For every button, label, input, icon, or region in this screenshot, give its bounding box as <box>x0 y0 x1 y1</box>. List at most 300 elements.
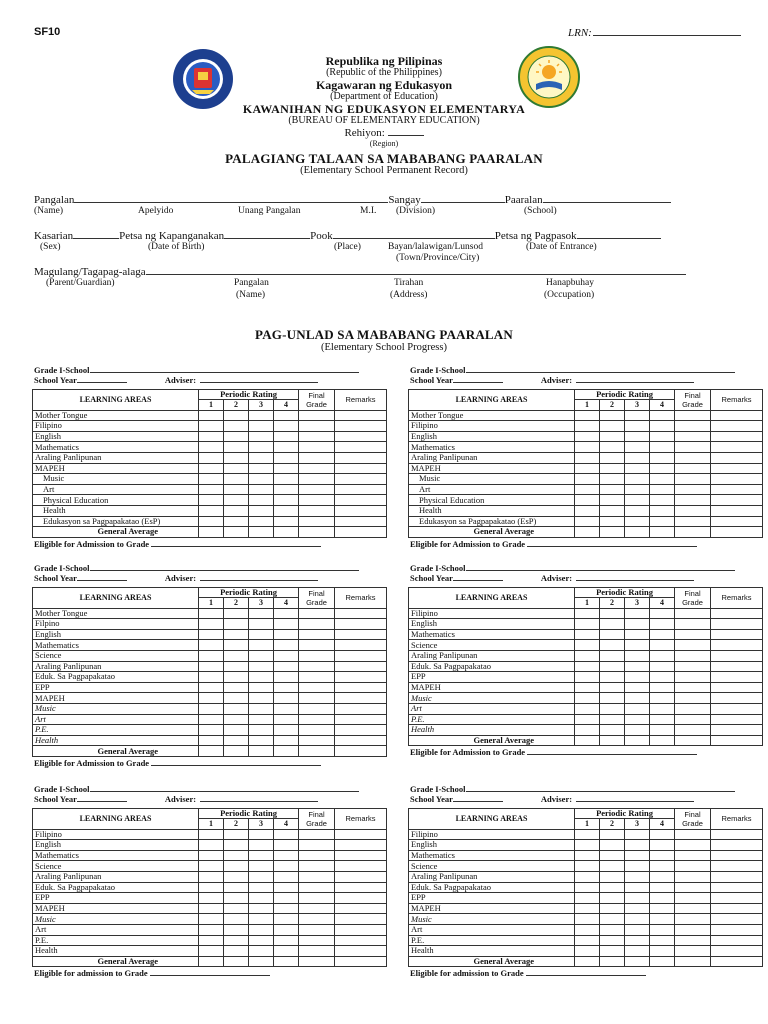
grade-cell[interactable] <box>249 527 274 538</box>
grade-cell[interactable] <box>224 527 249 538</box>
grade-cell[interactable] <box>675 956 711 967</box>
grade-cell[interactable] <box>675 829 711 840</box>
grade-cell[interactable] <box>274 840 299 851</box>
grade-cell[interactable] <box>299 840 335 851</box>
grade-cell[interactable] <box>711 452 763 463</box>
grade-cell[interactable] <box>299 703 335 714</box>
parent-row[interactable] <box>34 265 686 278</box>
grade-cell[interactable] <box>675 882 711 893</box>
grade-cell[interactable] <box>335 474 387 485</box>
grade-cell[interactable] <box>299 672 335 683</box>
grade-cell[interactable] <box>249 840 274 851</box>
grade-cell[interactable] <box>274 693 299 704</box>
grade-cell[interactable] <box>335 861 387 872</box>
grade-cell[interactable] <box>249 914 274 925</box>
grade-cell[interactable] <box>249 516 274 527</box>
grade-cell[interactable] <box>650 672 675 683</box>
grade-cell[interactable] <box>335 452 387 463</box>
grade-cell[interactable] <box>224 650 249 661</box>
grade-cell[interactable] <box>650 693 675 704</box>
grade-cell[interactable] <box>575 442 600 453</box>
grade-cell[interactable] <box>299 946 335 957</box>
grade-cell[interactable] <box>625 725 650 736</box>
grade-cell[interactable] <box>675 452 711 463</box>
grade-cell[interactable] <box>675 672 711 683</box>
grade-cell[interactable] <box>224 505 249 516</box>
grade-cell[interactable] <box>675 661 711 672</box>
grade-cell[interactable] <box>600 661 625 672</box>
grade-cell[interactable] <box>575 703 600 714</box>
grade-cell[interactable] <box>335 746 387 757</box>
grade-cell[interactable] <box>199 882 224 893</box>
grade-cell[interactable] <box>249 946 274 957</box>
grade-cell[interactable] <box>224 421 249 432</box>
grade-cell[interactable] <box>600 410 625 421</box>
grade-cell[interactable] <box>650 871 675 882</box>
grade-cell[interactable] <box>199 746 224 757</box>
grade-cell[interactable] <box>299 619 335 630</box>
grade-cell[interactable] <box>224 871 249 882</box>
grade-cell[interactable] <box>299 516 335 527</box>
grade-cell[interactable] <box>335 650 387 661</box>
grade-cell[interactable] <box>299 682 335 693</box>
grade-cell[interactable] <box>675 935 711 946</box>
grade-cell[interactable] <box>224 629 249 640</box>
grade-cell[interactable] <box>335 935 387 946</box>
grade-cell[interactable] <box>249 714 274 725</box>
grade-cell[interactable] <box>675 410 711 421</box>
grade-cell[interactable] <box>600 735 625 746</box>
eligible-field-3[interactable] <box>34 758 321 768</box>
grade-cell[interactable] <box>224 516 249 527</box>
grade-cell[interactable] <box>675 484 711 495</box>
grade-cell[interactable] <box>675 608 711 619</box>
grade-cell[interactable] <box>675 703 711 714</box>
grade-cell[interactable] <box>625 608 650 619</box>
grade-cell[interactable] <box>199 840 224 851</box>
birth-row[interactable] <box>34 229 661 242</box>
grade-cell[interactable] <box>711 421 763 432</box>
grade-cell[interactable] <box>650 619 675 630</box>
grade-cell[interactable] <box>650 914 675 925</box>
grade-cell[interactable] <box>711 956 763 967</box>
grade-cell[interactable] <box>711 463 763 474</box>
grade-cell[interactable] <box>625 505 650 516</box>
grade-cell[interactable] <box>199 650 224 661</box>
grade-cell[interactable] <box>625 452 650 463</box>
grade-cell[interactable] <box>625 735 650 746</box>
grade-cell[interactable] <box>650 629 675 640</box>
grade-cell[interactable] <box>625 527 650 538</box>
grade-cell[interactable] <box>600 474 625 485</box>
grade-cell[interactable] <box>711 871 763 882</box>
grade-cell[interactable] <box>199 914 224 925</box>
grade-cell[interactable] <box>675 505 711 516</box>
grade-cell[interactable] <box>650 527 675 538</box>
grade-cell[interactable] <box>224 935 249 946</box>
grade-cell[interactable] <box>249 474 274 485</box>
grade-cell[interactable] <box>650 505 675 516</box>
grade-cell[interactable] <box>335 516 387 527</box>
grade-cell[interactable] <box>224 946 249 957</box>
grade-cell[interactable] <box>600 650 625 661</box>
grade-cell[interactable] <box>199 661 224 672</box>
school-year-field-3[interactable] <box>34 573 318 583</box>
grade-cell[interactable] <box>335 442 387 453</box>
grade-cell[interactable] <box>274 619 299 630</box>
grade-cell[interactable] <box>711 946 763 957</box>
grade-cell[interactable] <box>650 484 675 495</box>
grade-cell[interactable] <box>299 410 335 421</box>
grade-cell[interactable] <box>650 924 675 935</box>
grade-cell[interactable] <box>575 661 600 672</box>
grade-cell[interactable] <box>711 903 763 914</box>
grade-cell[interactable] <box>575 829 600 840</box>
grade-cell[interactable] <box>249 924 274 935</box>
grade-cell[interactable] <box>600 703 625 714</box>
grade-cell[interactable] <box>650 946 675 957</box>
grade-cell[interactable] <box>249 956 274 967</box>
grade-cell[interactable] <box>299 527 335 538</box>
grade-cell[interactable] <box>625 861 650 872</box>
grade-cell[interactable] <box>625 956 650 967</box>
grade-cell[interactable] <box>335 463 387 474</box>
grade-cell[interactable] <box>600 882 625 893</box>
grade-cell[interactable] <box>335 893 387 904</box>
eligible-field-5[interactable] <box>34 968 270 978</box>
grade-cell[interactable] <box>625 903 650 914</box>
grade-cell[interactable] <box>224 903 249 914</box>
grade-cell[interactable] <box>600 693 625 704</box>
grade-cell[interactable] <box>675 714 711 725</box>
grade-cell[interactable] <box>575 882 600 893</box>
grade-cell[interactable] <box>575 527 600 538</box>
grade-cell[interactable] <box>249 935 274 946</box>
grade-cell[interactable] <box>650 882 675 893</box>
grade-cell[interactable] <box>600 484 625 495</box>
grade-cell[interactable] <box>249 693 274 704</box>
grade-cell[interactable] <box>274 527 299 538</box>
grade-cell[interactable] <box>575 850 600 861</box>
grade-cell[interactable] <box>600 914 625 925</box>
grade-cell[interactable] <box>335 725 387 736</box>
grade-cell[interactable] <box>335 629 387 640</box>
grade-cell[interactable] <box>199 829 224 840</box>
grade-cell[interactable] <box>675 871 711 882</box>
grade-cell[interactable] <box>711 474 763 485</box>
grade-cell[interactable] <box>675 924 711 935</box>
grade-cell[interactable] <box>299 714 335 725</box>
name-row[interactable] <box>34 193 671 206</box>
grade-cell[interactable] <box>199 484 224 495</box>
school-year-field-6[interactable] <box>410 794 694 804</box>
grade-cell[interactable] <box>249 893 274 904</box>
grade-cell[interactable] <box>575 431 600 442</box>
grade-cell[interactable] <box>335 672 387 683</box>
grade-cell[interactable] <box>249 829 274 840</box>
grade-cell[interactable] <box>575 421 600 432</box>
grade-cell[interactable] <box>600 495 625 506</box>
grade-cell[interactable] <box>600 682 625 693</box>
grade-cell[interactable] <box>675 442 711 453</box>
grade-cell[interactable] <box>335 693 387 704</box>
grade-cell[interactable] <box>575 861 600 872</box>
grade-cell[interactable] <box>600 421 625 432</box>
school-year-field-2[interactable] <box>410 375 694 385</box>
grade-cell[interactable] <box>600 935 625 946</box>
grade-cell[interactable] <box>299 421 335 432</box>
school-year-field-4[interactable] <box>410 573 694 583</box>
grade-cell[interactable] <box>625 693 650 704</box>
grade-cell[interactable] <box>335 410 387 421</box>
grade-cell[interactable] <box>575 516 600 527</box>
grade-cell[interactable] <box>711 619 763 630</box>
grade-cell[interactable] <box>299 882 335 893</box>
grade-cell[interactable] <box>224 861 249 872</box>
grade-cell[interactable] <box>625 703 650 714</box>
grade-cell[interactable] <box>711 935 763 946</box>
grade-cell[interactable] <box>600 893 625 904</box>
grade-cell[interactable] <box>199 735 224 746</box>
grade-cell[interactable] <box>650 935 675 946</box>
grade-cell[interactable] <box>575 871 600 882</box>
grade-cell[interactable] <box>675 619 711 630</box>
grade-cell[interactable] <box>711 442 763 453</box>
grade-cell[interactable] <box>335 714 387 725</box>
grade-cell[interactable] <box>650 463 675 474</box>
grade-cell[interactable] <box>650 452 675 463</box>
grade-cell[interactable] <box>224 893 249 904</box>
eligible-field-2[interactable] <box>410 539 697 549</box>
grade-cell[interactable] <box>575 903 600 914</box>
eligible-field-4[interactable] <box>410 747 697 757</box>
grade-cell[interactable] <box>711 410 763 421</box>
grade-cell[interactable] <box>224 682 249 693</box>
grade-cell[interactable] <box>625 640 650 651</box>
grade-cell[interactable] <box>299 452 335 463</box>
grade-cell[interactable] <box>650 495 675 506</box>
grade-cell[interactable] <box>274 505 299 516</box>
grade-cell[interactable] <box>274 903 299 914</box>
grade-cell[interactable] <box>335 527 387 538</box>
grade-cell[interactable] <box>625 935 650 946</box>
grade-cell[interactable] <box>575 495 600 506</box>
grade-cell[interactable] <box>600 956 625 967</box>
grade-cell[interactable] <box>249 452 274 463</box>
grade-cell[interactable] <box>575 935 600 946</box>
grade-cell[interactable] <box>711 516 763 527</box>
grade-cell[interactable] <box>274 410 299 421</box>
grade-cell[interactable] <box>224 956 249 967</box>
grade-cell[interactable] <box>274 640 299 651</box>
grade-cell[interactable] <box>575 629 600 640</box>
grade-cell[interactable] <box>625 682 650 693</box>
grade-cell[interactable] <box>299 629 335 640</box>
grade-cell[interactable] <box>249 903 274 914</box>
grade-school-field-4[interactable] <box>410 563 735 573</box>
grade-cell[interactable] <box>625 442 650 453</box>
grade-cell[interactable] <box>650 861 675 872</box>
grade-cell[interactable] <box>625 619 650 630</box>
grade-cell[interactable] <box>335 495 387 506</box>
grade-cell[interactable] <box>675 693 711 704</box>
grade-cell[interactable] <box>675 682 711 693</box>
grade-cell[interactable] <box>199 693 224 704</box>
grade-cell[interactable] <box>575 672 600 683</box>
grade-cell[interactable] <box>711 650 763 661</box>
lrn-field[interactable] <box>568 26 741 39</box>
grade-cell[interactable] <box>274 452 299 463</box>
grade-cell[interactable] <box>299 463 335 474</box>
grade-cell[interactable] <box>274 672 299 683</box>
grade-cell[interactable] <box>299 650 335 661</box>
grade-cell[interactable] <box>299 640 335 651</box>
grade-cell[interactable] <box>625 850 650 861</box>
grade-cell[interactable] <box>625 914 650 925</box>
grade-cell[interactable] <box>675 850 711 861</box>
grade-cell[interactable] <box>600 672 625 683</box>
grade-cell[interactable] <box>675 914 711 925</box>
grade-cell[interactable] <box>675 495 711 506</box>
grade-cell[interactable] <box>575 893 600 904</box>
grade-cell[interactable] <box>711 893 763 904</box>
grade-cell[interactable] <box>274 725 299 736</box>
grade-cell[interactable] <box>335 735 387 746</box>
grade-cell[interactable] <box>650 640 675 651</box>
grade-cell[interactable] <box>711 505 763 516</box>
grade-cell[interactable] <box>600 946 625 957</box>
grade-cell[interactable] <box>249 682 274 693</box>
grade-cell[interactable] <box>675 946 711 957</box>
grade-cell[interactable] <box>274 629 299 640</box>
grade-cell[interactable] <box>299 861 335 872</box>
grade-cell[interactable] <box>575 735 600 746</box>
grade-cell[interactable] <box>274 474 299 485</box>
grade-cell[interactable] <box>575 924 600 935</box>
grade-cell[interactable] <box>650 442 675 453</box>
eligible-field-1[interactable] <box>34 539 321 549</box>
grade-cell[interactable] <box>299 661 335 672</box>
grade-school-field-2[interactable] <box>410 365 735 375</box>
grade-cell[interactable] <box>575 956 600 967</box>
grade-cell[interactable] <box>249 495 274 506</box>
grade-cell[interactable] <box>711 914 763 925</box>
grade-cell[interactable] <box>224 746 249 757</box>
grade-cell[interactable] <box>224 661 249 672</box>
grade-cell[interactable] <box>199 516 224 527</box>
grade-cell[interactable] <box>199 421 224 432</box>
grade-cell[interactable] <box>224 672 249 683</box>
grade-cell[interactable] <box>575 608 600 619</box>
grade-cell[interactable] <box>299 495 335 506</box>
grade-cell[interactable] <box>675 527 711 538</box>
grade-cell[interactable] <box>299 484 335 495</box>
grade-cell[interactable] <box>199 527 224 538</box>
grade-cell[interactable] <box>575 505 600 516</box>
grade-cell[interactable] <box>224 850 249 861</box>
grade-cell[interactable] <box>335 431 387 442</box>
grade-cell[interactable] <box>711 661 763 672</box>
grade-cell[interactable] <box>335 914 387 925</box>
grade-cell[interactable] <box>675 725 711 736</box>
grade-cell[interactable] <box>575 410 600 421</box>
grade-cell[interactable] <box>274 914 299 925</box>
grade-cell[interactable] <box>199 946 224 957</box>
grade-cell[interactable] <box>575 474 600 485</box>
grade-cell[interactable] <box>274 956 299 967</box>
grade-cell[interactable] <box>224 840 249 851</box>
grade-cell[interactable] <box>335 871 387 882</box>
grade-cell[interactable] <box>199 629 224 640</box>
grade-cell[interactable] <box>711 735 763 746</box>
grade-cell[interactable] <box>711 682 763 693</box>
grade-cell[interactable] <box>575 452 600 463</box>
grade-cell[interactable] <box>249 661 274 672</box>
grade-cell[interactable] <box>335 421 387 432</box>
grade-cell[interactable] <box>274 484 299 495</box>
grade-cell[interactable] <box>711 527 763 538</box>
grade-cell[interactable] <box>199 640 224 651</box>
grade-cell[interactable] <box>199 924 224 935</box>
grade-cell[interactable] <box>249 882 274 893</box>
grade-cell[interactable] <box>249 619 274 630</box>
grade-cell[interactable] <box>675 431 711 442</box>
grade-cell[interactable] <box>199 495 224 506</box>
grade-cell[interactable] <box>650 650 675 661</box>
grade-cell[interactable] <box>575 650 600 661</box>
grade-cell[interactable] <box>299 914 335 925</box>
grade-cell[interactable] <box>224 463 249 474</box>
grade-cell[interactable] <box>600 463 625 474</box>
grade-cell[interactable] <box>274 829 299 840</box>
grade-cell[interactable] <box>274 661 299 672</box>
grade-cell[interactable] <box>224 431 249 442</box>
grade-cell[interactable] <box>711 640 763 651</box>
grade-cell[interactable] <box>274 703 299 714</box>
grade-cell[interactable] <box>650 516 675 527</box>
region-field[interactable] <box>0 126 768 139</box>
grade-cell[interactable] <box>600 431 625 442</box>
grade-cell[interactable] <box>650 714 675 725</box>
grade-cell[interactable] <box>711 672 763 683</box>
grade-cell[interactable] <box>299 935 335 946</box>
grade-cell[interactable] <box>335 882 387 893</box>
grade-cell[interactable] <box>711 725 763 736</box>
grade-cell[interactable] <box>224 619 249 630</box>
grade-cell[interactable] <box>650 608 675 619</box>
grade-cell[interactable] <box>335 661 387 672</box>
grade-cell[interactable] <box>711 840 763 851</box>
grade-cell[interactable] <box>249 505 274 516</box>
grade-cell[interactable] <box>224 474 249 485</box>
grade-cell[interactable] <box>650 956 675 967</box>
grade-cell[interactable] <box>199 903 224 914</box>
grade-cell[interactable] <box>675 474 711 485</box>
grade-school-field-5[interactable] <box>34 784 359 794</box>
grade-cell[interactable] <box>675 640 711 651</box>
grade-cell[interactable] <box>625 410 650 421</box>
grade-cell[interactable] <box>650 431 675 442</box>
grade-cell[interactable] <box>625 840 650 851</box>
grade-cell[interactable] <box>224 410 249 421</box>
grade-cell[interactable] <box>335 840 387 851</box>
grade-cell[interactable] <box>335 956 387 967</box>
grade-cell[interactable] <box>274 946 299 957</box>
grade-cell[interactable] <box>711 608 763 619</box>
grade-cell[interactable] <box>299 725 335 736</box>
grade-cell[interactable] <box>650 829 675 840</box>
grade-cell[interactable] <box>575 693 600 704</box>
